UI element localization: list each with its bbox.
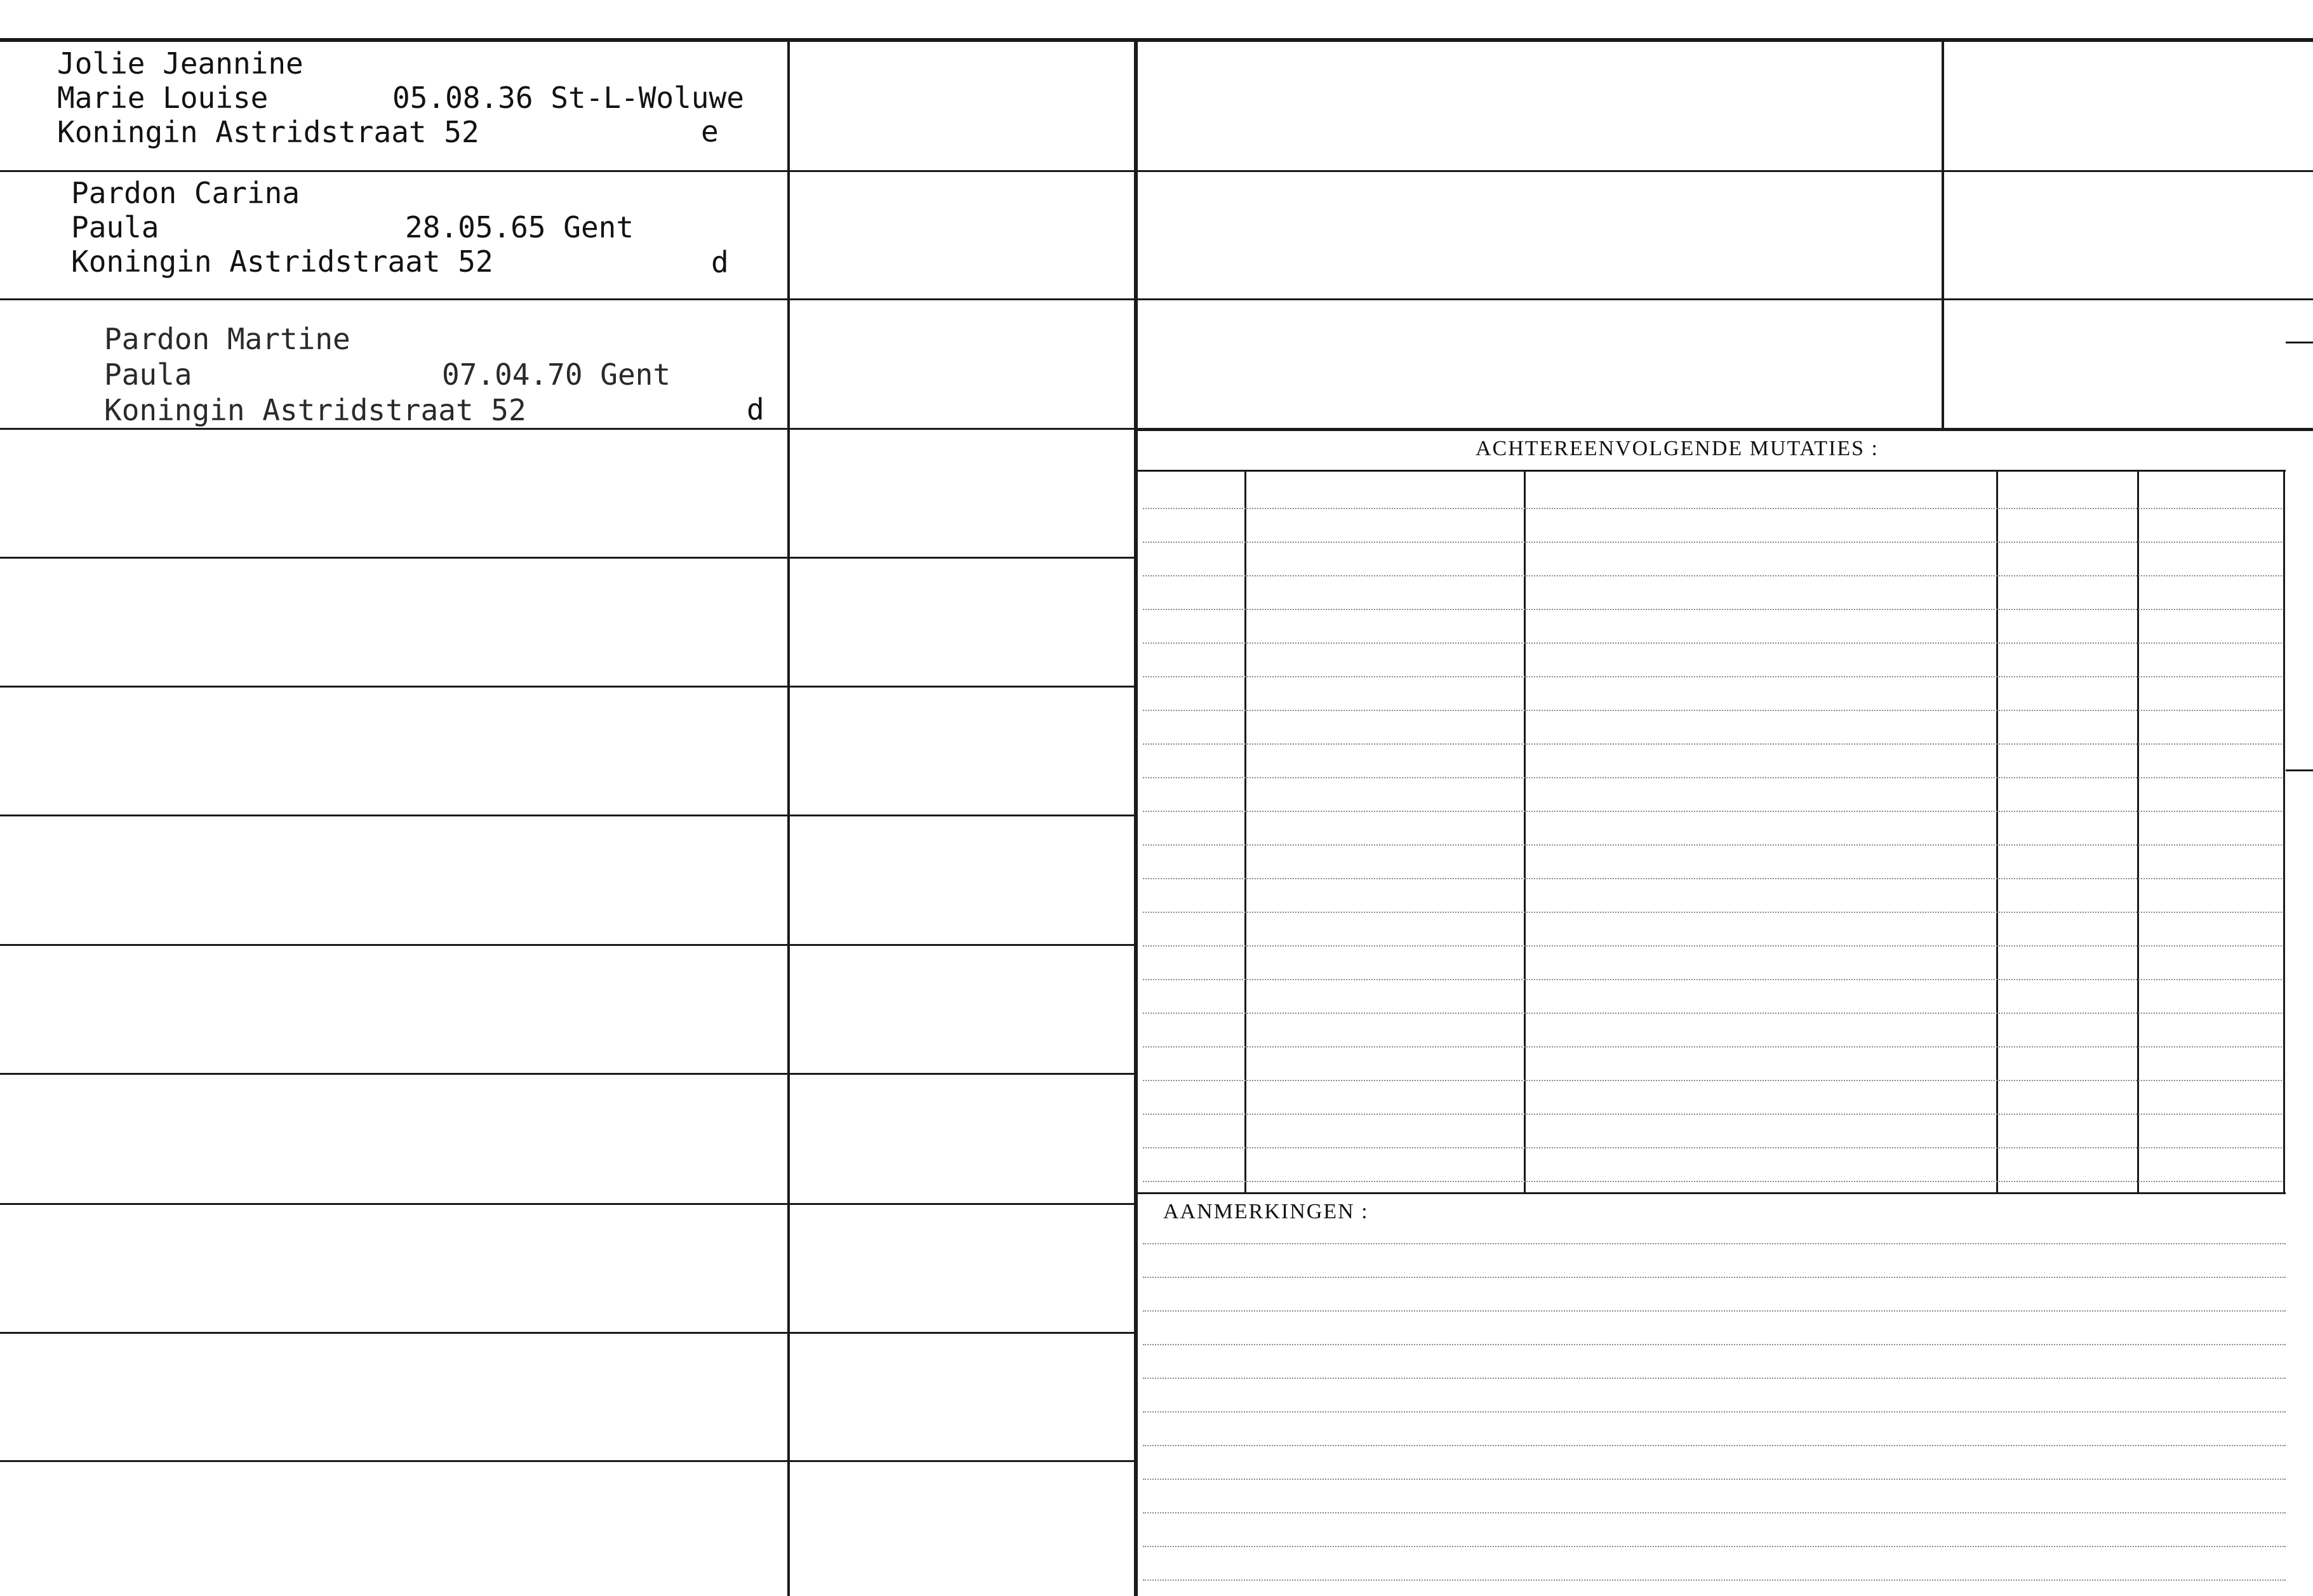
left-row-line (0, 944, 1135, 946)
remark-entry-line (1143, 1243, 2286, 1244)
entry-2 (0, 173, 785, 297)
remarks-heading: AANMERKINGEN : (1163, 1200, 1369, 1223)
left-row-line (0, 1460, 1135, 1462)
entry-birth: 28.05.65 Gent (405, 210, 634, 244)
mutations-col-line (2137, 471, 2139, 1192)
right-row-line (1137, 298, 2313, 300)
entry-mark: e (701, 114, 719, 149)
mutation-entry-line (1143, 743, 2282, 745)
mutation-entry-line (1143, 1147, 2282, 1148)
mutation-entry-line (1143, 642, 2282, 644)
entry-name: Jolie Jeannine (57, 46, 303, 81)
entry-name: Pardon Martine (104, 322, 350, 356)
entry-mark: d (711, 245, 729, 279)
remark-entry-line (1143, 1579, 2286, 1581)
right-row-line (1137, 428, 2313, 431)
mutation-entry-line (1143, 878, 2282, 879)
mutation-entry-line (1143, 609, 2282, 610)
mutation-entry-line (1143, 1046, 2282, 1047)
entry-1 (0, 44, 785, 169)
left-row-line (0, 428, 1135, 430)
entry-given-name: Paula (71, 210, 159, 244)
entry-given-name: Paula (104, 357, 192, 392)
mutation-entry-line (1143, 676, 2282, 677)
mutation-entry-line (1143, 1013, 2282, 1014)
remark-entry-line (1143, 1546, 2286, 1547)
remark-entry-line (1143, 1445, 2286, 1446)
remark-entry-line (1143, 1411, 2286, 1413)
left-row-line (0, 815, 1135, 816)
mutation-entry-line (1143, 844, 2282, 846)
left-row-line (0, 686, 1135, 688)
mutations-col-line (1524, 471, 1526, 1192)
remark-entry-line (1143, 1277, 2286, 1278)
mutations-table-bottom (1137, 1192, 2286, 1194)
divider-left-col (787, 40, 790, 1596)
mutation-entry-line (1143, 542, 2282, 543)
entry-birth: 07.04.70 Gent (442, 357, 671, 392)
mutation-entry-line (1143, 777, 2282, 778)
mutations-col-line (2283, 471, 2285, 1192)
mutation-entry-line (1143, 575, 2282, 576)
remark-entry-line (1143, 1344, 2286, 1345)
entry-birth: 05.08.36 St-L-Woluwe (392, 81, 744, 115)
mutation-entry-line (1143, 508, 2282, 509)
entry-name: Pardon Carina (71, 176, 300, 210)
remark-entry-line (1143, 1378, 2286, 1379)
mutation-entry-line (1143, 912, 2282, 913)
divider-center (1134, 40, 1138, 1596)
entry-address: Koningin Astridstraat 52 (71, 244, 493, 279)
top-border (0, 38, 2313, 42)
entry-given-name: Marie Louise (57, 81, 269, 115)
left-row-line (0, 557, 1135, 559)
margin-tick (2286, 342, 2313, 343)
left-row-line (0, 1203, 1135, 1205)
mutations-table-top (1137, 470, 2286, 472)
entry-mark: d (747, 392, 764, 427)
left-row-line (0, 298, 1135, 300)
left-row-line (0, 170, 1135, 172)
mutation-entry-line (1143, 811, 2282, 812)
mutations-col-line (1244, 471, 1246, 1192)
entry-3 (0, 302, 785, 427)
left-row-line (0, 1332, 1135, 1334)
mutation-entry-line (1143, 1114, 2282, 1115)
divider-upper-right (1942, 40, 1944, 429)
mutation-entry-line (1143, 1080, 2282, 1081)
mutation-entry-line (1143, 1181, 2282, 1182)
mutations-col-line (1996, 471, 1998, 1192)
remark-entry-line (1143, 1310, 2286, 1312)
mutations-heading: ACHTEREENVOLGENDE MUTATIES : (1476, 437, 1879, 460)
mutation-entry-line (1143, 979, 2282, 980)
remark-entry-line (1143, 1479, 2286, 1480)
left-row-line (0, 1073, 1135, 1075)
mutation-entry-line (1143, 945, 2282, 947)
margin-tick (2286, 769, 2313, 771)
remark-entry-line (1143, 1512, 2286, 1513)
entry-address: Koningin Astridstraat 52 (104, 393, 526, 427)
mutation-entry-line (1143, 710, 2282, 711)
entry-address: Koningin Astridstraat 52 (57, 115, 479, 149)
right-row-line (1137, 170, 2313, 172)
